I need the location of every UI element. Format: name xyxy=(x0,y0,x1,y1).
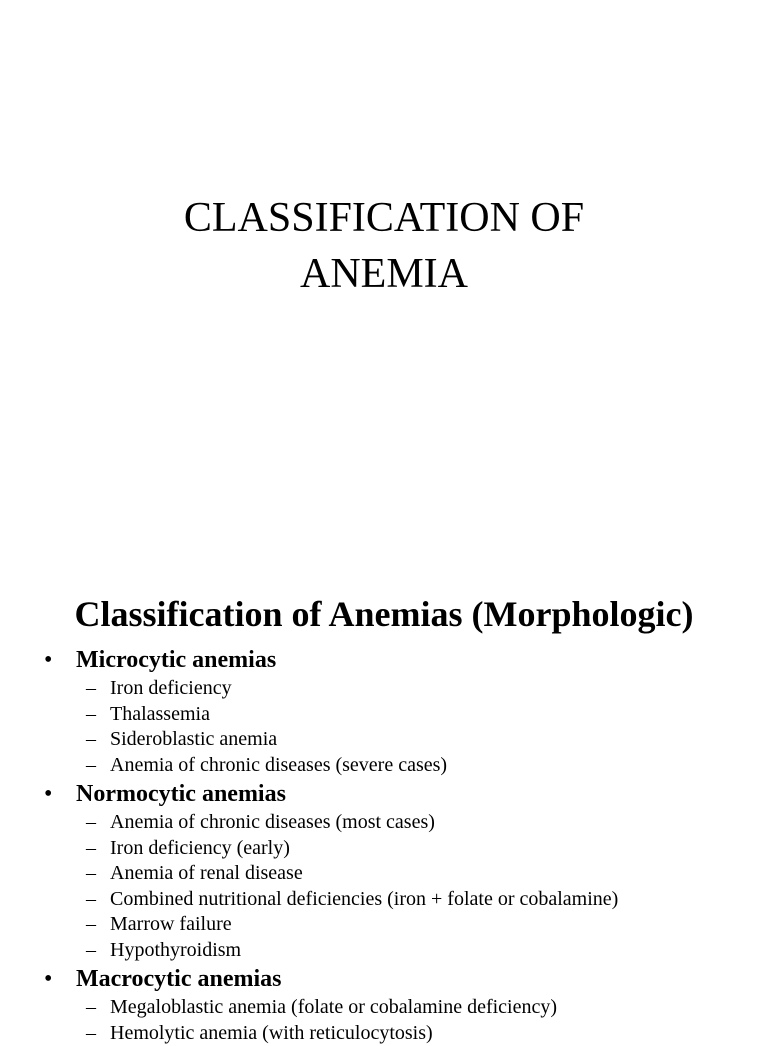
dash-icon: – xyxy=(86,995,110,1021)
bullet-icon: • xyxy=(44,963,76,995)
list-item-label: Thalassemia xyxy=(110,702,210,728)
list-item xyxy=(44,1021,764,1046)
list-item xyxy=(44,836,764,862)
list-item-label: Megaloblastic anemia (folate or cobalamine deficiency) xyxy=(110,995,557,1021)
list-item-label: Anemia of chronic diseases (most cases) xyxy=(110,810,435,836)
list-item xyxy=(44,912,764,938)
list-item-label: Anemia of renal disease xyxy=(110,861,303,887)
dash-icon: – xyxy=(86,727,110,753)
dash-icon: – xyxy=(86,753,110,779)
slide-1-title-line-1: CLASSIFICATION OF xyxy=(0,190,768,246)
slide-2-title: Classification of Anemias (Morphologic) xyxy=(0,590,768,638)
list-item xyxy=(44,861,764,887)
list-item xyxy=(44,702,764,728)
dash-icon: – xyxy=(86,912,110,938)
list-item xyxy=(44,727,764,753)
list-item xyxy=(44,995,764,1021)
list-item-label: Sideroblastic anemia xyxy=(110,727,277,753)
sub-list xyxy=(44,995,764,1046)
group-heading xyxy=(44,644,764,676)
dash-icon: – xyxy=(86,676,110,702)
dash-icon: – xyxy=(86,836,110,862)
list-item-label: Combined nutritional deficiencies (iron + folate or cobalamine) xyxy=(110,887,618,913)
group-heading-label: Microcytic anemias xyxy=(76,644,276,676)
list-item-label: Iron deficiency xyxy=(110,676,232,702)
slide-classification xyxy=(0,576,768,1024)
dash-icon: – xyxy=(86,702,110,728)
bullet-icon: • xyxy=(44,644,76,676)
slide-1-title-line-2: ANEMIA xyxy=(0,246,768,302)
group-heading xyxy=(44,963,764,995)
list-item xyxy=(44,810,764,836)
dash-icon: – xyxy=(86,1021,110,1046)
group-heading-label: Normocytic anemias xyxy=(76,778,286,810)
dash-icon: – xyxy=(86,938,110,964)
group-heading-label: Macrocytic anemias xyxy=(76,963,282,995)
list-item xyxy=(44,887,764,913)
list-item xyxy=(44,676,764,702)
group-heading xyxy=(44,778,764,810)
list-item-label: Marrow failure xyxy=(110,912,232,938)
sub-list xyxy=(44,810,764,963)
slide-1-title xyxy=(0,190,768,302)
list-item-label: Hemolytic anemia (with reticulocytosis) xyxy=(110,1021,433,1046)
dash-icon: – xyxy=(86,887,110,913)
dash-icon: – xyxy=(86,861,110,887)
dash-icon: – xyxy=(86,810,110,836)
list-item-label: Hypothyroidism xyxy=(110,938,241,964)
list-item xyxy=(44,753,764,779)
group-macrocytic xyxy=(44,963,764,1046)
list-item-label: Iron deficiency (early) xyxy=(110,836,290,862)
group-normocytic xyxy=(44,778,764,963)
sub-list xyxy=(44,676,764,778)
group-microcytic xyxy=(44,644,764,778)
bullet-icon: • xyxy=(44,778,76,810)
classification-list xyxy=(44,644,764,1046)
list-item xyxy=(44,938,764,964)
list-item-label: Anemia of chronic diseases (severe cases) xyxy=(110,753,447,779)
